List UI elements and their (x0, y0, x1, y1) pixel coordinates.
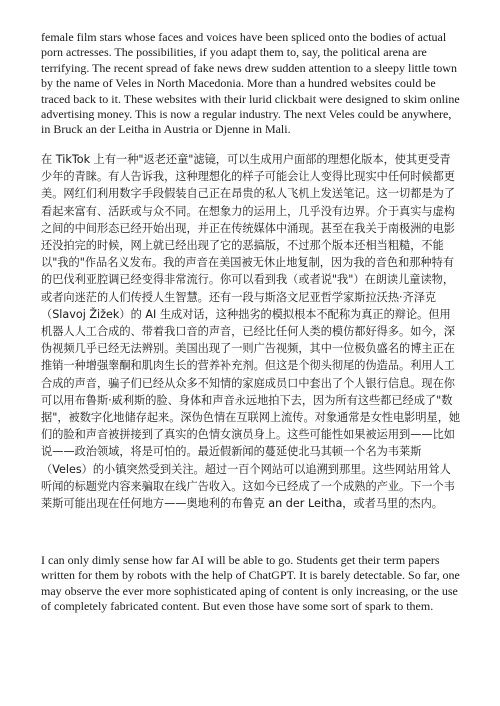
english-paragraph-2: I can only dimly sense how far AI will be able to go. Students get their term papers written for them by robots with the help of ChatGPT. It is barely detectable. So far, one may observe the ever more sophisticated aping of content is only increasing, or the use of completely fabricated content. But even those have some sort of spark to them. (41, 553, 460, 614)
chinese-paragraph: 在 TikTok 上有一种"返老还童"滤镜，可以生成用户面部的理想化版本，使其更受青少年的青睐。有人告诉我，这种理想化的样子可能会让人变得比现实中任何时候都更美。网红们利用数字手段假装自己正在昂贵的私人飞机上发送笔记。这一切都是为了看起来富有、活跃或与众不同。在想象力的运用上，几乎没有边界。介于真实与虚构之间的中间形态已经开始出现，并正在传统媒体中涌现。甚至在我关于南极洲的电影还没拍完的时候，网上就已经出现了它的恶搞版，不过那个版本还相当粗糙，不能以"我的"作品名义发布。我的声音在美国被无休止地复制，因为我的音色和那种特有的巴伐利亚腔调已经变得非常流行。你可以看到我（或者说"我"）在朗读儿童读物，或者向迷茫的人们传授人生智慧。还有一段与斯洛文尼亚哲学家斯拉沃热·齐泽克（Slavoj Žižek）的 AI 生成对话，这种拙劣的模拟根本不配称为真正的辩论。但用机器人人工合成的、带着我口音的声音，已经比任何人类的模仿都好得多。如今，深伪视频几乎已经无法辨别。美国出现了一则广告视频，其中一位极负盛名的博主正在推销一种增强睾酮和肌肉生长的营养补充剂。但这是个彻头彻尾的伪造品。利用人工合成的声音，骗子们已经从众多不知情的家庭成员口中套出了个人银行信息。现在你可以用布鲁斯·威利斯的脸、身体和声音永远地拍下去，因为所有这些都已经成了"数据"，被数字化地储存起来。深伪色情在互联网上流传。对象通常是女性电影明星，她们的脸和声音被拼接到了真实的色情女演员身上。这些可能性如果被运用到——比如说——政治领域，将是可怕的。最近假新闻的蔓延使北马其顿一个名为韦莱斯（Veles）的小镇突然受到关注。超过一百个网站可以追溯到那里。这些网站用耸人听闻的标题党内容来骗取在线广告收入。这如今已经成了一个成熟的产业。下一个韦莱斯可能出现在任何地方——奥地利的布鲁克 an der Leitha，或者马里的杰内。 (41, 153, 461, 511)
english-paragraph-1: female film stars whose faces and voices have been spliced onto the bodies of actual porn actresses. The possibilities, if you adapt them to, say, the political arena are terrifying. The recent spread of fake news drew sudden attention to a sleepy little town by the name of Veles in North Macedonia. More than a hundred websites could be traced back to it. These websites with their lurid clickbait were designed to skim online advertising money. This is now a regular industry. The next Veles could be anywhere, in Bruck an der Leitha in Austria or Djenne in Mali. (41, 30, 460, 137)
